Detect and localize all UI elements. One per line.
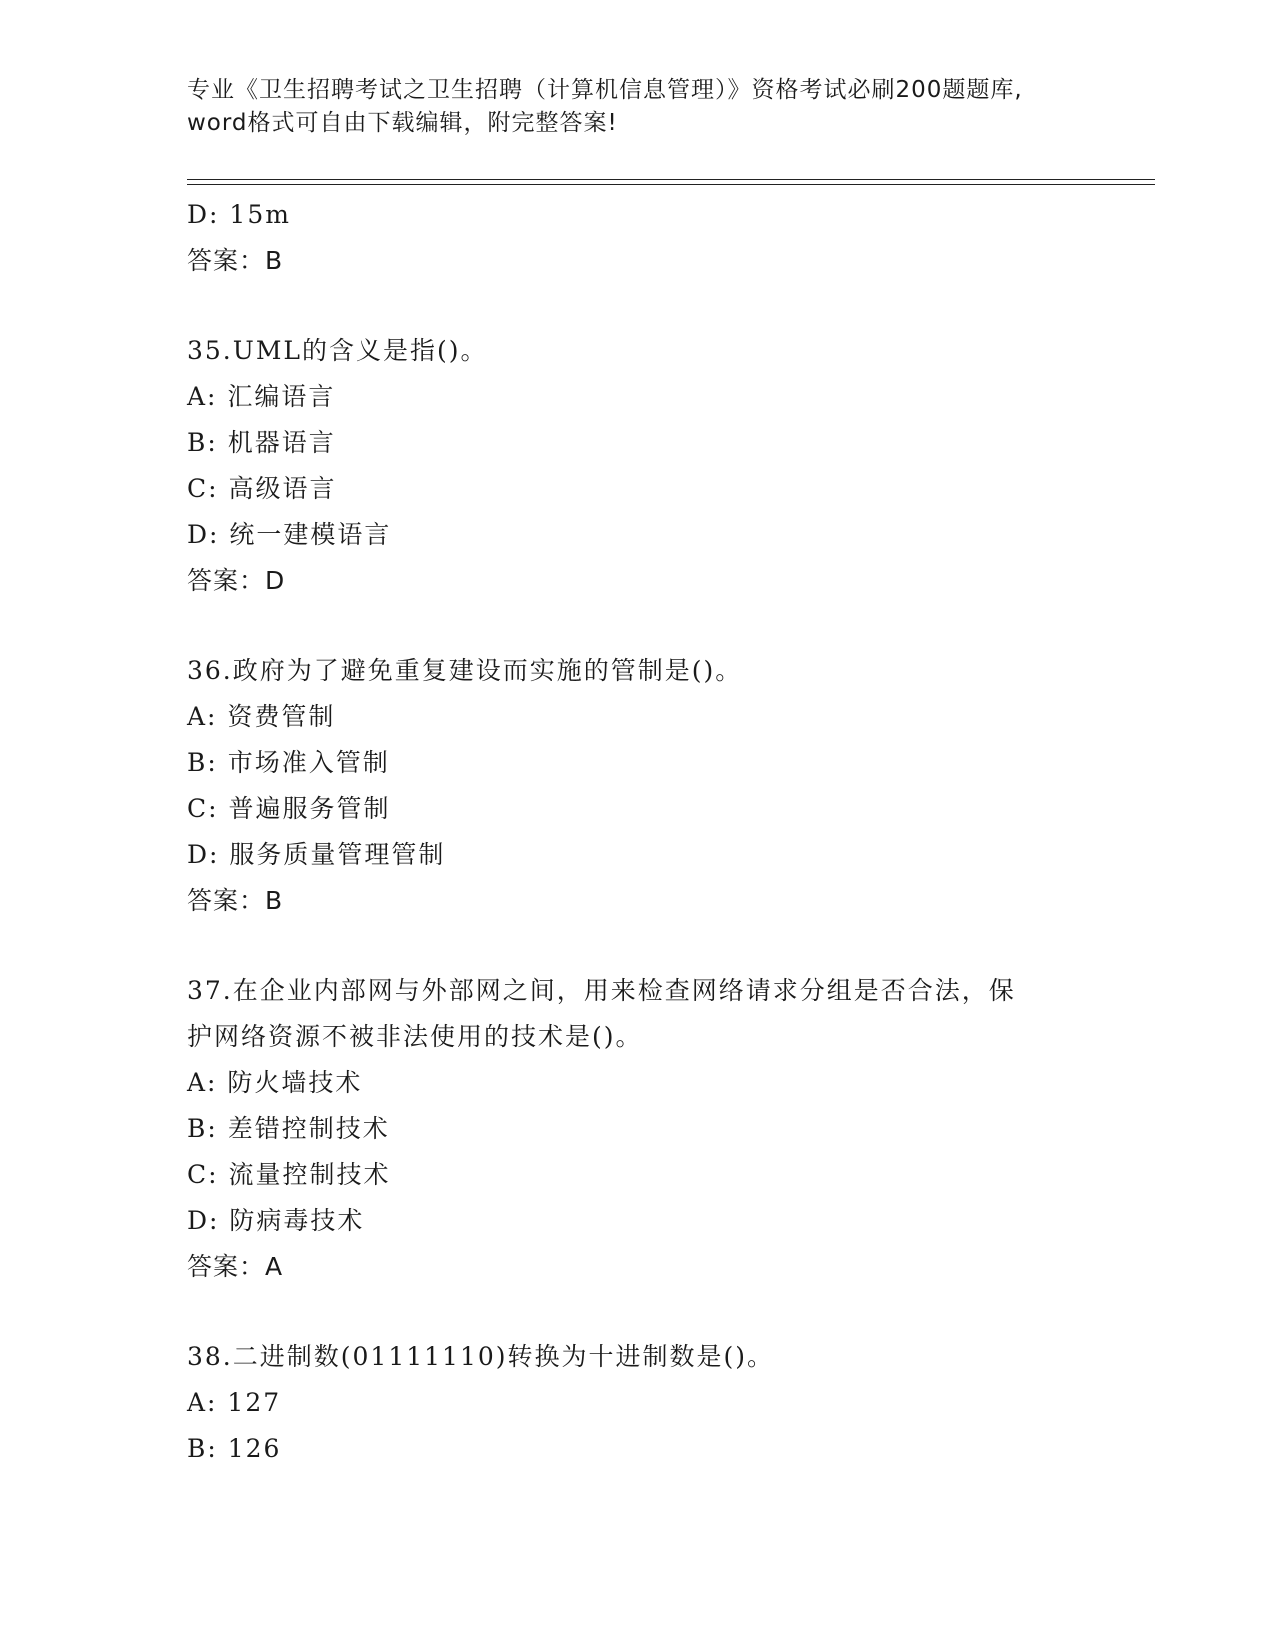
option-a: A: 防火墙技术 bbox=[187, 1068, 363, 1097]
option-d: D: 防病毒技术 bbox=[187, 1206, 365, 1235]
option-b: B: 市场准入管制 bbox=[187, 748, 390, 777]
question-37 bbox=[187, 968, 1087, 1290]
option-c: C: 高级语言 bbox=[187, 474, 337, 503]
option-b: B: 126 bbox=[187, 1434, 282, 1463]
option-d: D: 统一建模语言 bbox=[187, 520, 392, 549]
option-a: A: 汇编语言 bbox=[187, 382, 336, 411]
question-35 bbox=[187, 328, 1087, 604]
question-38 bbox=[187, 1334, 1087, 1472]
header-divider-top bbox=[187, 179, 1155, 180]
answer: 答案：B bbox=[187, 886, 284, 915]
answer: 答案：A bbox=[187, 1252, 284, 1281]
answer: 答案：D bbox=[187, 566, 286, 595]
option-a: A: 资费管制 bbox=[187, 702, 336, 731]
prev-answer: 答案：B bbox=[187, 246, 284, 275]
option-d: D: 服务质量管理管制 bbox=[187, 840, 446, 869]
header-divider-bottom bbox=[187, 184, 1155, 185]
option-b: B: 差错控制技术 bbox=[187, 1114, 390, 1143]
option-c: C: 流量控制技术 bbox=[187, 1160, 391, 1189]
question-36 bbox=[187, 648, 1087, 924]
question-stem-line-2: 护网络资源不被非法使用的技术是()。 bbox=[187, 1022, 643, 1051]
document-header bbox=[187, 74, 1087, 140]
option-c: C: 普遍服务管制 bbox=[187, 794, 391, 823]
question-stem: 36.政府为了避免重复建设而实施的管制是()。 bbox=[187, 656, 743, 685]
prev-option-d: D: 15m bbox=[187, 200, 291, 229]
option-a: A: 127 bbox=[187, 1388, 282, 1417]
option-b: B: 机器语言 bbox=[187, 428, 336, 457]
question-stem-line-1: 37.在企业内部网与外部网之间，用来检查网络请求分组是否合法，保 bbox=[187, 976, 1016, 1005]
header-line-2: word格式可自由下载编辑，附完整答案! bbox=[187, 110, 618, 136]
question-stem: 38.二进制数(01111110)转换为十进制数是()。 bbox=[187, 1342, 775, 1371]
question-list bbox=[187, 192, 1087, 1472]
header-line-1: 专业《卫生招聘考试之卫生招聘（计算机信息管理）》资格考试必刷200题题库, bbox=[187, 77, 1023, 103]
question-stem: 35.UML的含义是指()。 bbox=[187, 336, 488, 365]
